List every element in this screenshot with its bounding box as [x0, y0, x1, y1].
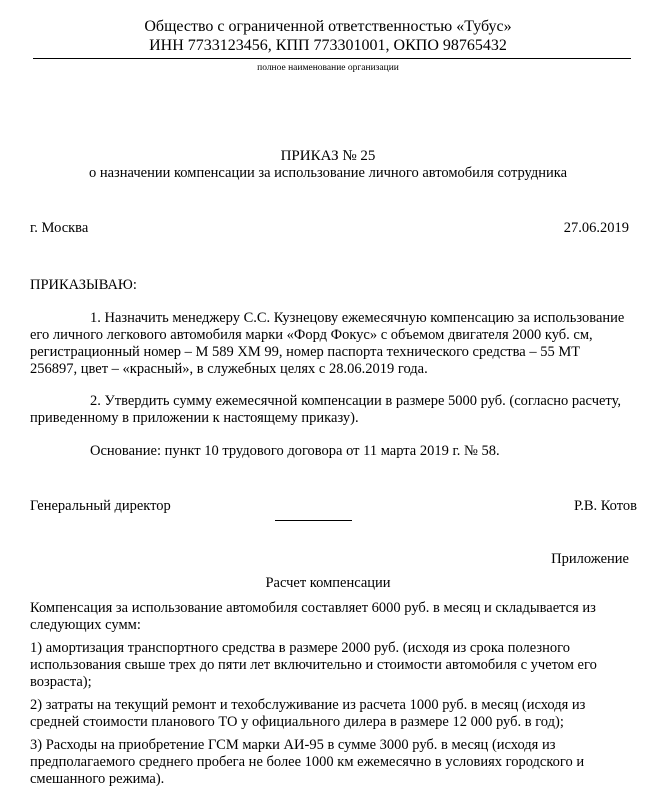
appendix-title: Расчет компенсации — [265, 575, 391, 591]
organization-codes: ИНН 7733123456, КПП 773301001, ОКПО 98765432 — [149, 37, 507, 54]
order-city: г. Москва — [30, 220, 89, 236]
order-basis-text: Основание: пункт 10 трудового договора от 11 марта 2019 г. № 58. — [90, 443, 500, 459]
appendix-intro-text: Компенсация за использование автомобиля составляет 6000 руб. в месяц и складывается из следующих сумм: — [30, 600, 596, 633]
order-item-1 — [30, 310, 626, 378]
order-date: 27.06.2019 — [563, 220, 629, 236]
appendix-intro — [30, 600, 626, 634]
order-decree: ПРИКАЗЫВАЮ: — [30, 277, 137, 293]
header-divider — [33, 58, 631, 59]
appendix-label: Приложение — [551, 551, 629, 567]
appendix-item-1-text: 1) амортизация транспортного средства в размере 2000 руб. (исходя из срока полезного использования свыше трех до пяти лет включительно и стоимости автомобиля с учетом его возраста); — [30, 640, 597, 690]
appendix-item-3 — [30, 737, 626, 788]
order-item-2-text: 2. Утвердить сумму ежемесячной компенсации в размере 5000 руб. (согласно расчету, приведенному в приложении к настоящему приказу). — [30, 393, 621, 426]
appendix-item-2 — [30, 697, 626, 731]
signature-position: Генеральный директор — [30, 498, 171, 514]
organization-name: Общество с ограниченной ответственностью «Тубус» — [144, 18, 512, 35]
order-title: ПРИКАЗ № 25 — [280, 148, 376, 164]
appendix-item-1 — [30, 640, 626, 691]
order-basis — [30, 443, 626, 460]
organization-caption: полное наименование организации — [257, 63, 399, 73]
order-item-1-text: 1. Назначить менеджеру С.С. Кузнецову ежемесячную компенсацию за использование его личного легкового автомобиля марки «Форд Фокус» с объемом двигателя 2000 куб. см, регистрационный номер – М 589 ХМ 99, номер паспорта технического средства – 55 МТ 256897, цвет – «красный», в служебных целях с 28.06.2019 года. — [30, 310, 625, 377]
order-subtitle: о назначении компенсации за использование личного автомобиля сотрудника — [88, 165, 568, 181]
signature-name: Р.В. Котов — [573, 498, 637, 514]
signature-line — [275, 520, 352, 521]
appendix-item-3-text: 3) Расходы на приобретение ГСМ марки АИ-95 в сумме 3000 руб. в месяц (исходя из предполагаемого среднего пробега не более 1000 км ежемесячно в условиях городского и смешанного режима). — [30, 737, 585, 787]
order-item-2 — [30, 393, 626, 427]
appendix-item-2-text: 2) затраты на текущий ремонт и техобслуживание из расчета 1000 руб. в месяц (исходя из средней стоимости планового ТО у официального дилера в размере 12 000 руб. в год); — [30, 697, 586, 730]
